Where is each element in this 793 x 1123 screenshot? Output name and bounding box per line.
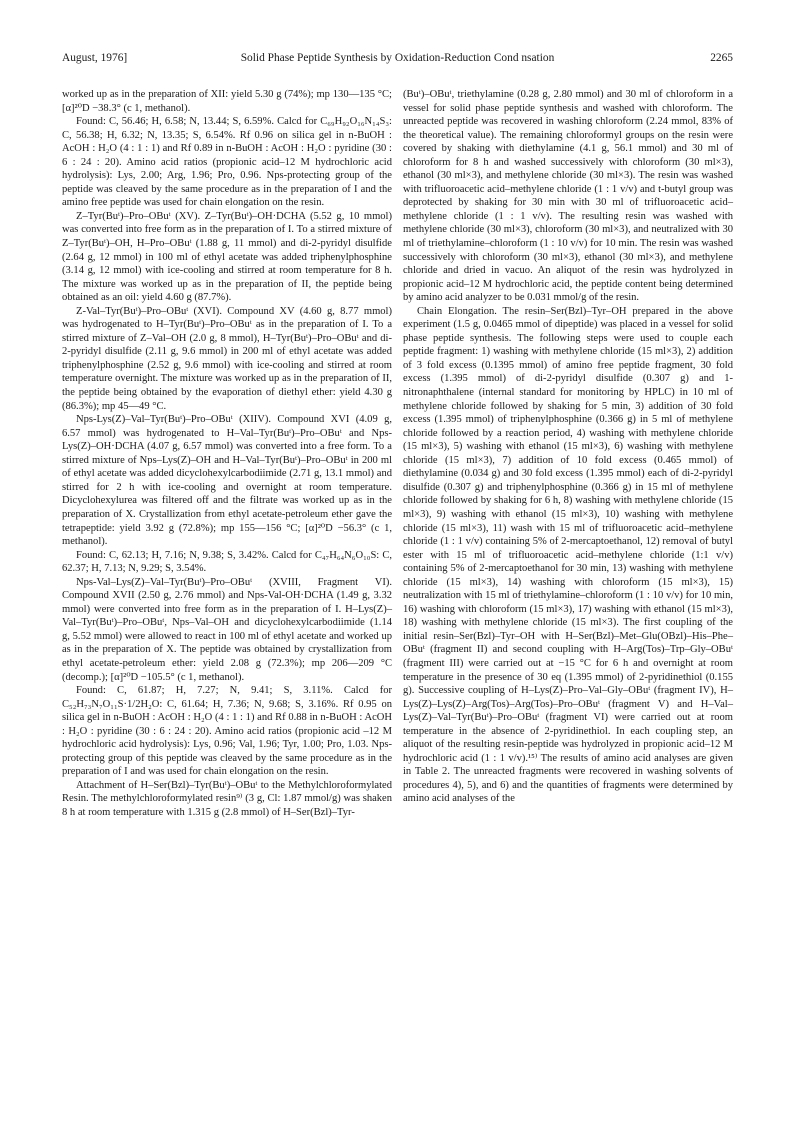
paragraph: (Buᵗ)–OBuᵗ, triethylamine (0.28 g, 2.80 mmol) and 30 ml of chloroform in a vessel for solid phase peptide synthesis and washed with chloroform. The unreacted peptide was recovered in washing chloroform (2.24 mmol, 83% of the theoretical value). The remaining chloroformyl groups on the resin were covered by shaking with diethylamine (4.1 g, 56.1 mmol) and 30 ml of chloroform for 8 h and washed successively with chloroform (30 ml×3), ethanol (30 ml×3), and methylene chloride (30 ml×3). The resin was washed with trifluoroacetic acid–methylene chloride (1 : 1 v/v) and t-butyl group was deprotected by shaking for 30 min with 30 ml of trifluoroacetic acid–methylene chloride (1 : 1 v/v). The resulting resin was washed with methylene chloride (30 ml×3), chloroform (30 ml×3), and neutralized with 30 ml of triethylamine–chloroform (1 : 10 v/v) for 10 min. The resin was washed successively with chloroform (30 ml×3), ethanol (30 ml×3), and methylene chloride and dried in vacuo. An aliquot of the resin was hydrolyzed in propionic acid–12 M hydrochloric acid, the peptide content being determined by amino acid analyzer to be 0.031 mmol/g of the resin.	[403, 89, 733, 304]
running-header	[62, 50, 733, 66]
paragraph: Found: C, 62.13; H, 7.16; N, 9.38; S, 3.42%. Calcd for C₄₇H₆₄N₆O₁₀S: C, 62.37; H, 7.13; N, 9.29; S, 3.54%.	[62, 549, 392, 575]
running-title: Solid Phase Peptide Synthesis by Oxidation-Reduction Cond nsation	[240, 52, 555, 64]
paragraph: Found: C, 56.46; H, 6.58; N, 13.44; S, 6.59%. Calcd for C₆₉H₉₂O₁₆N₁₄S₃: C, 56.38; H, 6.32; N, 13.35; S, 6.54%. Rf 0.96 on silica gel in n-BuOH : AcOH : H₂O (4 : 1 : 1) and Rf 0.89 in n-BuOH : AcOH : H₂O : pyridine (30 : 6 : 24 : 20). Amino acid ratios (propionic acid–12 M hydrochloric acid hydrolysis): Lys, 2.00; Arg, 1.96; Pro, 0.96. Nps-protecting group of the peptide was cleaved by the same procedure as in the preparation of I and the amino free peptide was used for chain elongation on the resin.	[62, 116, 392, 209]
paragraph: Chain Elongation. The resin–Ser(Bzl)–Tyr–OH prepared in the above experiment (1.5 g, 0.0465 mmol of dipeptide) was placed in a vessel for solid phase peptide synthesis. The following steps were used to couple each peptide fragment: 1) washing with methylene chloride (15 ml×3), 2) addition of 3 fold excess (0.1395 mmol) of amino free peptide fragment, 30 fold excess (1.395 mmol) of di-2-pyridyl disulfide (0.307 g) and 1-nitronaphthalene (internal standard for monitoring by HPLC) in 10 ml of methylene chloride followed by shaking for 5 min, 3) addition of 30 fold excess (1.395 mmol) of triphenylphosphine (0.366 g) in 5 ml of methylene chloride followed by a reaction period, 4) washing with methylene chloride (15 ml×3), 5) washing with ethanol (15 ml×3), 6) washing with methylene chloride (15 ml×3), 7) addition of 10 fold excess (0.465 mmol) of diethylamine (0.034 g) and 30 fold excess (1.395 mmol) each of di-2-pyridyl disulfide (0.307 g) and triphenylphosphine (0.366 g) in 15 ml of methylene chloride followed by shaking for 6 h, 8) washing with methylene chloride (15 ml×3), 9) washing with ethanol (15 ml×3), 10) washing with methylene chloride (15 ml×3), 11) wash with 15 ml of trifluoroacetic acid–methylene chloride (1 : 1 v/v) containing 5% of 2-mercaptoethanol, 12) removal of butyl ester with 15 ml of trifluoroacetic acid–methylene chloride (1:1 v/v) containing 5% of 2-mercaptoethanol for 30 min, 13) washing with methylene chloride (15 ml×3), 14) washing with chloroform (15 ml×3), 15) neutralization with 15 ml of triethylamine–chloroform (1 : 10 v/v) for 10 min, 16) washing with chloroform (15 ml×3), 17) washing with ethanol (15 ml×3), 18) washing with methylene chloride (15 ml×3). The first coupling of the initial resin–Ser(Bzl)–Tyr–OH with H–Ser(Bzl)–Met–Glu(OBzl)–His–Phe–OBuᵗ (fragment II) and second coupling with H–Arg(Tos)–Trp–Gly–OBuᵗ (fragment III) were carried out at −15 °C for 6 h and overnight at room temperature in the presence of 30 eq (1.395 mmol) of 2-pyridinethiol (0.155 g). Successive coupling of H–Lys(Z)–Pro–Val–Gly–OBuᵗ (fragment IV), H–Lys(Z)–Lys(Z)–Arg(Tos)–Arg(Tos)–Pro–OBuᵗ (fragment V) and H–Val–Lys(Z)–Val–Tyr(Buᵗ)–Pro–OBuᵗ (fragment VI) were carried out at room temperature in the absence of 2-pyridinethiol. In each coupling step, an aliquot of the resulting resin-peptide was hydrolyzed in propionic acid–12 M hydrochloric acid (1 : 1 v/v).¹⁵⁾ The results of amino acid analyses are given in Table 2. The unreacted fragments were recovered in washing solvents of procedures 4), 5), and 6) and the quantities of fragments were determined by amino acid analyses of the	[403, 305, 733, 805]
issue-date: August, 1976]	[62, 52, 128, 64]
paragraph: Found: C, 61.87; H, 7.27; N, 9.41; S, 3.11%. Calcd for C₅₂H₇₃N₇O₁₁S·1/2H₂O: C, 61.64; H, 7.36; N, 9.68; S, 3.16%. Rf 0.95 on silica gel in n-BuOH : AcOH : H₂O (4 : 1 : 1) and Rf 0.88 in n-BuOH : AcOH : H₂O : pyridine (30 : 6 : 24 : 20). Amino acid ratios (propionic acid –12 M hydrochloric acid hydrolysis): Lys, 0.96; Val, 1.96; Tyr, 1.00; Pro, 1.03. Nps-protecting group of this peptide was cleaved by the same procedure as in the preparation of I and was used for chain elongation on the resin.	[62, 685, 392, 778]
paragraph: Z-Val–Tyr(Buᵗ)–Pro–OBuᵗ (XVI). Compound XV (4.60 g, 8.77 mmol) was hydrogenated to H–Tyr(Buᵗ)–Pro–OBuᵗ as in the preparation of I. To a stirred mixture of Z–Val–OH (2.0 g, 8 mmol), H–Tyr(Buᵗ)–Pro–OBuᵗ and di-2-pyridyl disulfide (2.11 g, 9.6 mmol) in 200 ml of ethyl acetate was added triphenylphosphine (2.52 g, 9.6 mmol) with ice-cooling and stirred at room temperature overnight. The mixture was worked up as in the preparation of II, the peptide being obtained by the evaporation of diethyl ether: yield 4.30 g (86.3%); mp 45—49 °C.	[62, 305, 392, 412]
page-number: 2265	[710, 52, 733, 64]
paragraph: Z–Tyr(Buᵗ)–Pro–OBuᵗ (XV). Z–Tyr(Buᵗ)–OH·DCHA (5.52 g, 10 mmol) was converted into free form as in the preparation of I. To a stirred mixture of Z–Tyr(Buᵗ)–OH, H–Pro–OBuᵗ (1.88 g, 11 mmol) and di-2-pyridyl disulfide (2.64 g, 12 mmol) in 100 ml of ethyl acetate was added triphenylphosphine (3.14 g, 12 mmol) with ice-cooling and stirred at room temperature for 8 h. The mixture was worked up as in the preparation of II, the peptide being obtained as an oil: yield 4.60 g (87.7%).	[62, 210, 392, 304]
left-column	[62, 88, 392, 820]
paragraph: Attachment of H–Ser(Bzl)–Tyr(Buᵗ)–OBuᵗ to the Methylchloroformylated Resin. The methylchloroformylated resin⁹⁾ (3 g, Cl: 1.87 mmol/g) was shaken 8 h at room temperature with 1.315 g (2.8 mmol) of H–Ser(Bzl)–Tyr-	[62, 779, 392, 818]
right-column	[403, 88, 733, 806]
paragraph: worked up as in the preparation of XII: yield 5.30 g (74%); mp 130—135 °C; [α]²⁰D −38.3° (c 1, methanol).	[62, 89, 392, 114]
paragraph: Nps-Lys(Z)–Val–Tyr(Buᵗ)–Pro–OBuᵗ (XIIV). Compound XVI (4.09 g, 6.57 mmol) was hydrogenated to H–Val–Tyr(Buᵗ)–Pro–OBuᵗ and Nps-Lys(Z)–OH·DCHA (4.07 g, 6.57 mmol) was converted into a free form. To a stirred mixture of Nps–Lys(Z)–OH and H–Val–Tyr(Buᵗ)–Pro–OBuᵗ in 200 ml of ethyl acetate was added dicyclohexylcarbodiimide (2.71 g, 13.1 mmol) and stirred for 2 h with ice-cooling and overnight at room temperature. Dicyclohexylurea was filtered off and the filtrate was worked up as in the preparation of X. Crystallization from ethyl acetate-petroleum ether gave the tetrapeptide: yield 3.92 g (72.8%); mp 155—156 °C; [α]²⁰D −56.3° (c 1, methanol).	[62, 414, 392, 548]
paragraph: Nps-Val–Lys(Z)–Val–Tyr(Buᵗ)–Pro–OBuᵗ (XVIII, Fragment VI). Compound XVII (2.50 g, 2.76 mmol) and Nps-Val-OH·DCHA (1.49 g, 3.32 mmol) were converted into free form as in the preparation of I. H–Lys(Z)–Val–Tyr(Buᵗ)–Pro–OBuᵗ, Nps–Val–OH and dicyclohexylcarbodiimide (1.14 g, 5.52 mmol) were allowed to react in 100 ml of ethyl acetate and worked up as in the preparation of X. The peptide was obtained by crystallization from ethyl acetate-petroleum ether: yield 2.08 g (72.3%); mp 206—209 °C (decomp.); [α]²⁰D −105.5° (c 1, methanol).	[62, 576, 392, 683]
